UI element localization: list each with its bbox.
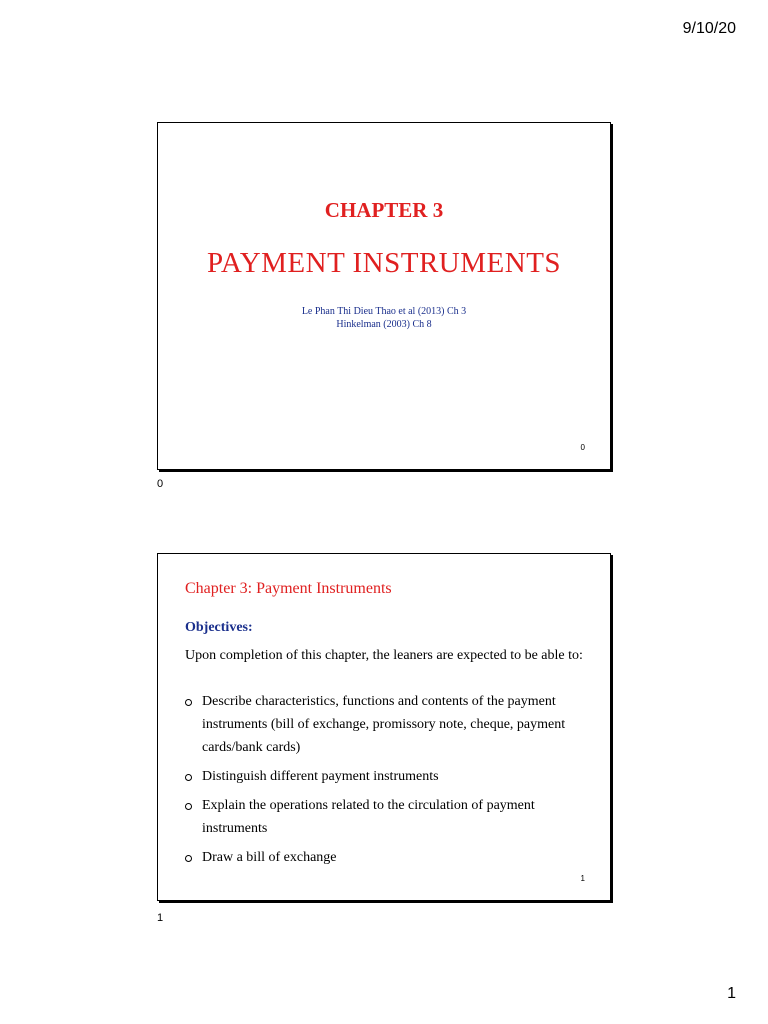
list-item [185, 690, 585, 759]
list-item [185, 765, 585, 788]
objectives-intro: Upon completion of this chapter, the leaners are expected to be able to: [185, 648, 583, 663]
references [158, 305, 610, 331]
objectives-heading: Objectives: [185, 620, 253, 635]
reference-line: Le Phan Thi Dieu Thao et al (2013) Ch 3 [301, 306, 467, 317]
hollow-circle-bullet-icon [185, 699, 192, 706]
chapter-label: CHAPTER 3 [324, 198, 444, 222]
page-number: 1 [727, 985, 736, 1002]
slide-corner-number: 0 [580, 443, 585, 452]
list-item-text: Describe characteristics, functions and contents of the payment instruments (bill of exchange, promissory note, cheque, payment cards/bank cards) [202, 694, 566, 755]
slide-heading: Chapter 3: Payment Instruments [185, 580, 392, 597]
slide-thumbnail-title [157, 122, 611, 470]
reference-line: Hinkelman (2003) Ch 8 [336, 319, 432, 330]
list-item [185, 794, 585, 840]
hollow-circle-bullet-icon [185, 774, 192, 781]
page-date: 9/10/20 [682, 20, 736, 37]
list-item [185, 846, 585, 869]
slide-corner-number: 1 [580, 874, 585, 883]
list-item-text: Distinguish different payment instruments [202, 769, 439, 784]
chapter-title: PAYMENT INSTRUMENTS [206, 247, 562, 279]
list-item-text: Explain the operations related to the circulation of payment instruments [202, 798, 535, 836]
slide-index-label: 0 [157, 478, 164, 490]
objectives-list [185, 690, 585, 875]
list-item-text: Draw a bill of exchange [202, 850, 337, 865]
hollow-circle-bullet-icon [185, 803, 192, 810]
slide-index-label: 1 [157, 912, 164, 924]
slide-thumbnail-objectives [157, 553, 611, 901]
hollow-circle-bullet-icon [185, 855, 192, 862]
